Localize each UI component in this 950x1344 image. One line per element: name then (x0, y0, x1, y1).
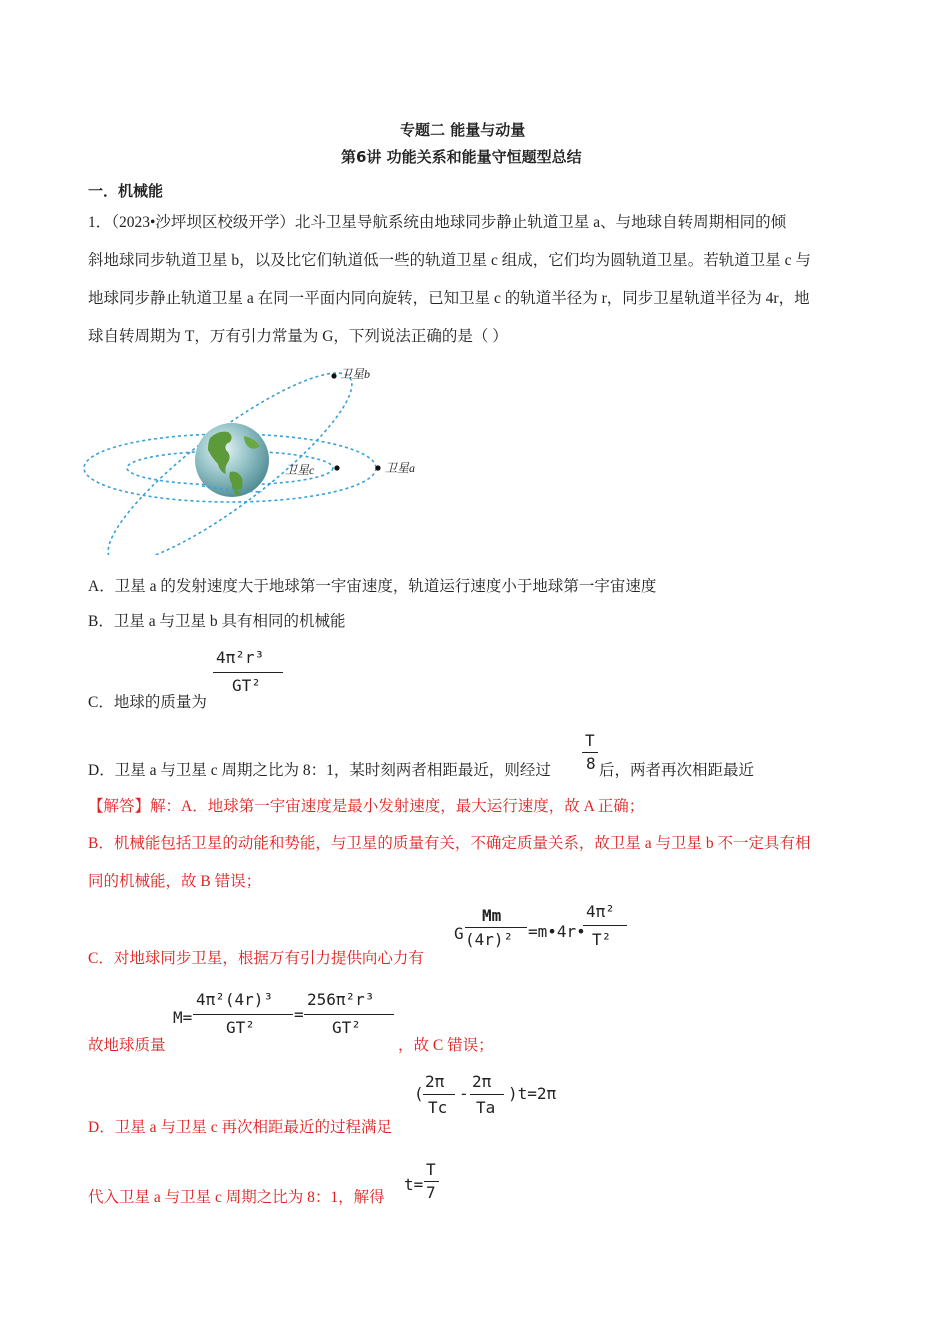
orbit-figure (82, 360, 432, 555)
option-d-denominator: 8 (586, 754, 596, 773)
option-d-fraction-bar (582, 752, 598, 753)
lecture-title: 第6讲 功能关系和能量守恒题型总结 (341, 148, 582, 166)
eq3-minus: - (459, 1084, 469, 1103)
eq3-bar2 (470, 1094, 504, 1095)
eq2-num2: 256π²r³ (307, 990, 375, 1009)
section-heading: 一．机械能 (88, 182, 164, 200)
eq2-num1: 4π²(4r)³ (196, 990, 274, 1009)
eq2-eq: = (294, 1005, 304, 1024)
eq2-m: M= (173, 1008, 193, 1027)
eq1-mid: =m•4r• (528, 922, 586, 941)
answer-d-line-2: 代入卫星 a 与卫星 c 周期之比为 8：1，解得 (88, 1189, 385, 1206)
option-c-fraction-bar (213, 672, 283, 673)
eq2-bar2 (304, 1014, 394, 1015)
eq1-bar (465, 927, 527, 928)
label-satellite-a: 卫星a (385, 461, 416, 475)
answer-c-line-2-pre: 故地球质量 (88, 1037, 166, 1054)
eq1-num: Mm (482, 906, 502, 925)
question-line-1: 1．（2023•沙坪坝区校级开学）北斗卫星导航系统由地球同步静止轨道卫星 a、与地球自转周期相同的倾 (88, 214, 787, 231)
eq3-n1: 2π (425, 1072, 445, 1091)
answer-a: 【解答】解：A．地球第一宇宙速度是最小发射速度，最大运行速度，故 A 正确； (88, 798, 645, 815)
eq3-rp: )t=2π (508, 1084, 557, 1103)
eq4-den: 7 (426, 1183, 436, 1202)
option-c-text: C．地球的质量为 (88, 694, 207, 711)
satellite-b-dot (331, 373, 336, 378)
question-line-4: 球自转周期为 T，万有引力常量为 G，下列说法正确的是（ ） (88, 328, 508, 345)
satellite-a-dot (375, 465, 380, 470)
earth-icon (195, 423, 269, 497)
topic-title: 专题二 能量与动量 (400, 121, 526, 139)
eq1-bar2 (583, 925, 627, 926)
option-b: B．卫星 a 与卫星 b 具有相同的机械能 (88, 613, 346, 630)
eq3-lp: ( (414, 1084, 424, 1103)
answer-c-line-1: C．对地球同步卫星，根据万有引力提供向心力有 (88, 950, 424, 967)
eq1-den2: T² (592, 930, 612, 949)
option-c-denominator: GT² (232, 676, 261, 695)
answer-d-line-1: D．卫星 a 与卫星 c 再次相距最近的过程满足 (88, 1119, 392, 1136)
option-d-tail: 后，两者再次相距最近 (599, 762, 755, 779)
eq4-t: t= (404, 1175, 424, 1194)
option-d-numerator: T (585, 731, 595, 750)
eq3-bar1 (423, 1094, 455, 1095)
eq3-d2: Ta (476, 1098, 496, 1117)
satellite-c-dot (334, 465, 339, 470)
eq4-num: T (426, 1160, 436, 1179)
eq2-den2: GT² (332, 1018, 361, 1037)
option-a: A．卫星 a 的发射速度大于地球第一宇宙速度，轨道运行速度小于地球第一宇宙速度 (88, 578, 657, 595)
question-line-2: 斜地球同步轨道卫星 b，以及比它们轨道低一些的轨道卫星 c 组成，它们均为圆轨道卫星。若轨道卫星 c 与 (88, 252, 811, 269)
eq4-bar (424, 1181, 439, 1182)
label-satellite-b: 卫星b (340, 367, 371, 381)
eq1-den: (4r)² (465, 930, 514, 949)
option-d-text: D．卫星 a 与卫星 c 周期之比为 8：1，某时刻两者相距最近，则经过 (88, 762, 551, 779)
label-satellite-c: 卫星c (285, 463, 315, 477)
question-line-3: 地球同步静止轨道卫星 a 在同一平面内同向旋转，已知卫星 c 的轨道半径为 r，同步卫星轨道半径为 4r，地 (88, 290, 810, 307)
answer-b-line-2: 同的机械能，故 B 错误； (88, 873, 262, 890)
eq3-d1: Tc (428, 1098, 448, 1117)
eq1-g: G (454, 924, 464, 943)
eq2-bar1 (193, 1014, 293, 1015)
eq1-num2: 4π² (586, 902, 615, 921)
answer-c-line-2-post: ，故 C 错误； (398, 1037, 494, 1054)
option-c-numerator: 4π²r³ (216, 648, 265, 667)
answer-b-line-1: B．机械能包括卫星的动能和势能，与卫星的质量有关，不确定质量关系，故卫星 a 与卫星 b 不一定具有相 (88, 835, 811, 852)
eq3-n2: 2π (472, 1072, 492, 1091)
eq2-den1: GT² (226, 1018, 255, 1037)
